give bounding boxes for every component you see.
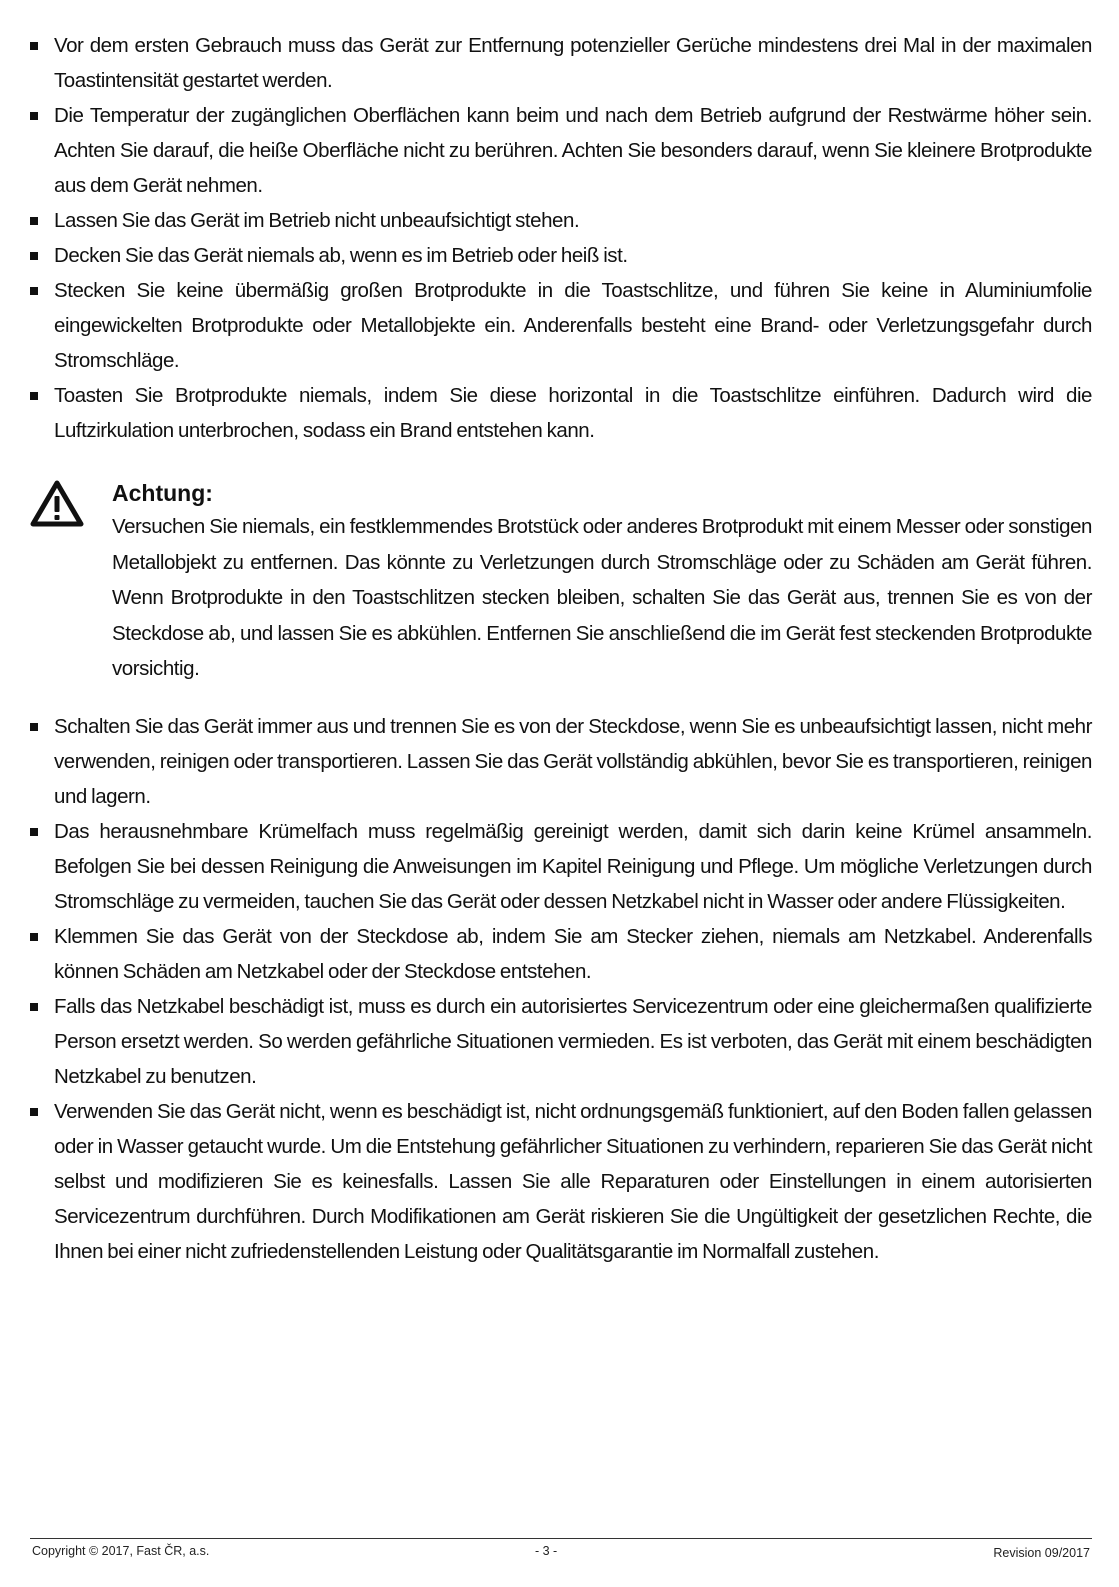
bullet-square-icon [30,933,38,941]
warning-block [30,477,1092,687]
list-item-text: Vor dem ersten Gebrauch muss das Gerät zur Entfernung potenzieller Gerüche mindestens drei Mal in der maximalen Toastintensität gestartet werden. [54,34,1092,92]
bullet-square-icon [30,42,38,50]
safety-list-top [30,28,1092,448]
list-item-text: Decken Sie das Gerät niemals ab, wenn es im Betrieb oder heiß ist. [54,244,628,267]
list-item-text: Das herausnehmbare Krümelfach muss regelmäßig gereinigt werden, damit sich darin keine Krümel ansammeln. Befolgen Sie bei dessen Reinigung die Anweisungen im Kapitel Reinigung und Pflege. Um mögliche Verletzungen durch Stromschläge zu vermeiden, tauchen Sie das Gerät oder dessen Netzkabel nicht in Wasser oder andere Flüssigkeiten. [54,819,1092,913]
list-item [30,989,1092,1094]
footer-revision: Revision 09/2017 [993,1546,1090,1560]
bullet-square-icon [30,217,38,225]
safety-list-bottom [30,709,1092,1269]
list-item [30,814,1092,919]
list-item [30,378,1092,448]
document-body [30,28,1092,1269]
warning-text: Versuchen Sie niemals, ein festklemmendes Brotstück oder anderes Brotprodukt mit einem Messer oder sonstigen Metallobjekt zu entfernen. Das könnte zu Verletzungen durch Stromschläge oder zu Schäden am Gerät führen. Wenn Brotprodukte in den Toastschlitzen stecken bleiben, schalten Sie das Gerät aus, trennen Sie es von der Steckdose ab, und lassen Sie es abkühlen. Entfernen Sie anschließend die im Gerät fest steckenden Brotprodukte vorsichtig. [112,515,1092,680]
bullet-square-icon [30,828,38,836]
list-item [30,273,1092,378]
bullet-square-icon [30,287,38,295]
footer-copyright: Copyright © 2017, Fast ČR, a.s. [32,1544,210,1558]
list-item-text: Die Temperatur der zugänglichen Oberflächen kann beim und nach dem Betrieb aufgrund der Restwärme höher sein. Achten Sie darauf, die heiße Oberfläche nicht zu berühren. Achten Sie besonders darauf, wenn Sie kleinere Brotprodukte aus dem Gerät nehmen. [54,104,1092,197]
footer-page-number: - 3 - [535,1544,558,1558]
warning-title: Achtung: [112,480,213,506]
bullet-square-icon [30,392,38,400]
list-item [30,98,1092,203]
list-item-text: Schalten Sie das Gerät immer aus und trennen Sie es von der Steckdose, wenn Sie es unbeaufsichtigt lassen, nicht mehr verwenden, reinigen oder transportieren. Lassen Sie das Gerät vollständig abkühlen, bevor Sie es transportieren, reinigen und lagern. [54,714,1092,808]
list-item-text: Klemmen Sie das Gerät von der Steckdose ab, indem Sie am Stecker ziehen, niemals am Netzkabel. Anderenfalls können Schäden am Netzkabel oder der Steckdose entstehen. [54,924,1092,983]
bullet-square-icon [30,1108,38,1116]
bullet-square-icon [30,1003,38,1011]
list-item [30,709,1092,814]
list-item-text: Verwenden Sie das Gerät nicht, wenn es beschädigt ist, nicht ordnungsgemäß funktioniert, auf den Boden fallen gelassen oder in Wasser getaucht wurde. Um die Entstehung gefährlicher Situationen zu verhindern, reparieren Sie das Gerät nicht selbst und modifizieren Sie es keinesfalls. Lassen Sie alle Reparaturen oder Einstellungen in einem autorisierten Servicezentrum durchführen. Durch Modifikationen am Gerät riskieren Sie die Ungültigkeit der gesetzlichen Rechte, die Ihnen bei einer nicht zufriedenstellenden Leistung oder Qualitätsgarantie im Normalfall zustehen. [54,1099,1092,1263]
list-item [30,238,1092,273]
bullet-square-icon [30,723,38,731]
list-item [30,203,1092,238]
list-item-text: Toasten Sie Brotprodukte niemals, indem Sie diese horizontal in die Toastschlitze einführen. Dadurch wird die Luftzirkulation unterbrochen, sodass ein Brand entstehen kann. [54,384,1092,442]
bullet-square-icon [30,252,38,260]
list-item [30,919,1092,989]
list-item-text: Falls das Netzkabel beschädigt ist, muss es durch ein autorisiertes Servicezentrum oder eine gleichermaßen qualifizierte Person ersetzt werden. So werden gefährliche Situationen vermieden. Es ist verboten, das Gerät mit einem beschädigten Netzkabel zu benutzen. [54,994,1092,1088]
page-footer [30,1538,1092,1560]
list-item-text: Lassen Sie das Gerät im Betrieb nicht unbeaufsichtigt stehen. [54,209,580,232]
list-item [30,28,1092,98]
list-item [30,1094,1092,1269]
bullet-square-icon [30,112,38,120]
warning-triangle-icon [30,479,84,527]
list-item-text: Stecken Sie keine übermäßig großen Brotprodukte in die Toastschlitze, und führen Sie keine in Aluminiumfolie eingewickelten Brotprodukte oder Metallobjekte ein. Anderenfalls besteht eine Brand- oder Verletzungsgefahr durch Stromschläge. [54,279,1092,372]
